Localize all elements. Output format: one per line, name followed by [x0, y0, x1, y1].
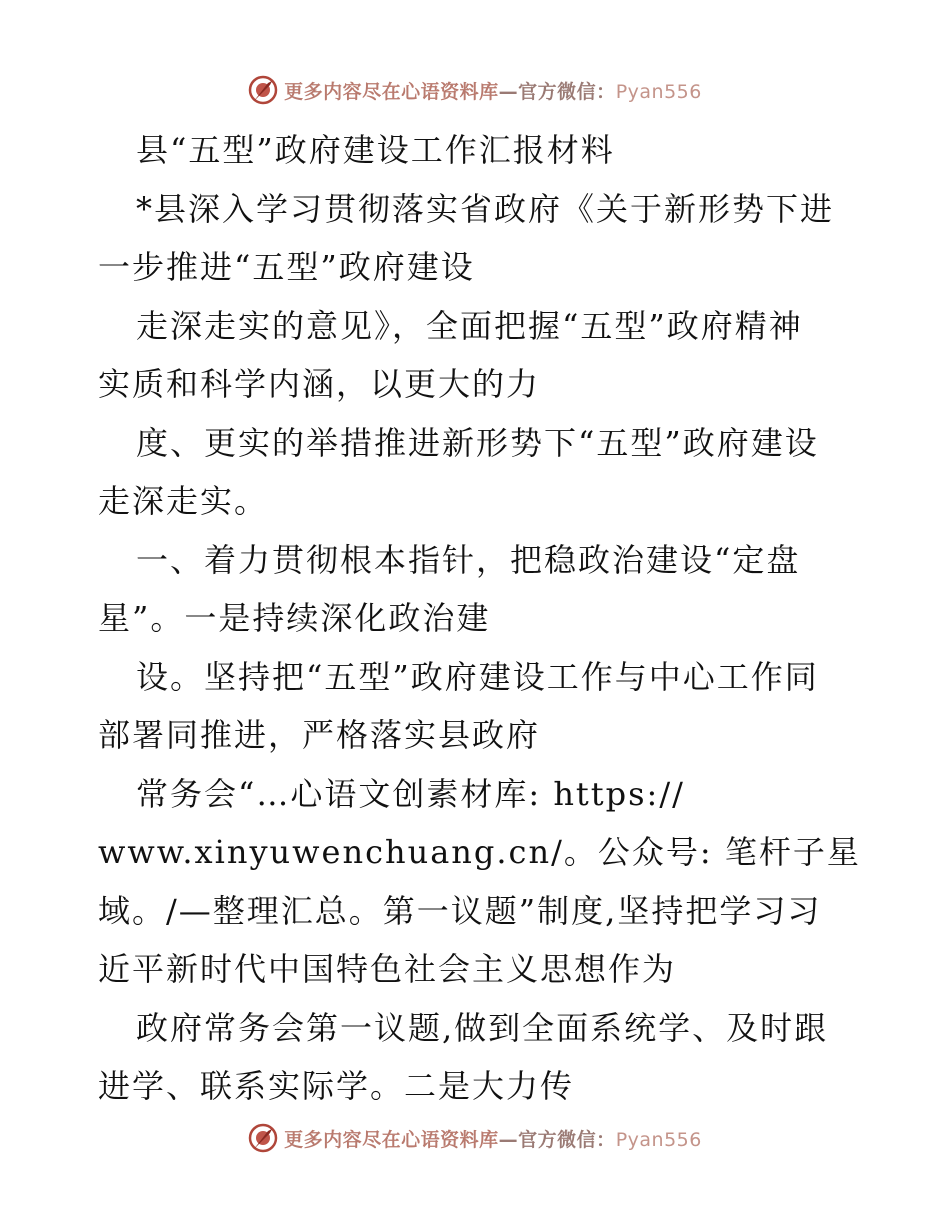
- text-line: 部署同推进，严格落实县政府: [98, 716, 541, 754]
- text-line: 设。坚持把“五型”政府建设工作与中心工作同: [136, 657, 819, 696]
- text-line: 走深走实的意见》，全面把握“五型”政府精神: [136, 306, 803, 345]
- banner-account: Pyan556: [615, 1128, 702, 1151]
- banner-official-text: —官方微信：: [498, 80, 616, 103]
- text-line: 常务会“…心语文创素材库: https://: [136, 774, 685, 813]
- header-banner: [0, 70, 950, 110]
- document-body: [98, 121, 861, 1116]
- text-line: 一步推进“五型”政府建设: [98, 248, 475, 286]
- text-line: *县深入学习贯彻落实省政府《关于新形势下进: [136, 189, 835, 228]
- footer-banner: [0, 1118, 950, 1158]
- text-line: 度、更实的举措推进新形势下“五型”政府建设: [136, 423, 819, 462]
- banner-text: [284, 1125, 702, 1152]
- text-line: 县“五型”政府建设工作汇报材料: [136, 131, 615, 169]
- banner-promo-text: 更多内容尽在心语资料库: [284, 1128, 499, 1151]
- text-line: 政府常务会第一议题,做到全面系统学、及时跟: [136, 1008, 829, 1047]
- banner-text: [284, 77, 702, 104]
- text-line: 实质和科学内涵，以更大的力: [98, 365, 541, 403]
- text-line: 一、着力贯彻根本指针，把稳政治建设“定盘: [136, 540, 801, 579]
- text-line: 走深走实。: [98, 482, 269, 520]
- banner-promo-text: 更多内容尽在心语资料库: [284, 80, 499, 103]
- text-line: 星”。一是持续深化政治建: [98, 599, 491, 637]
- banner-official-text: —官方微信：: [498, 1128, 616, 1151]
- text-line: 域。/—整理汇总。第一议题”制度,坚持把学习习: [98, 891, 822, 930]
- text-line: 进学、联系实际学。二是大力传: [98, 1067, 575, 1105]
- text-line: 近平新时代中国特色社会主义思想作为: [98, 950, 677, 988]
- text-line: www.xinyuwenchuang.cn/。公众号: 笔杆子星: [98, 833, 861, 871]
- quill-logo-icon: [248, 75, 278, 105]
- banner-account: Pyan556: [615, 80, 702, 103]
- quill-logo-icon: [248, 1123, 278, 1153]
